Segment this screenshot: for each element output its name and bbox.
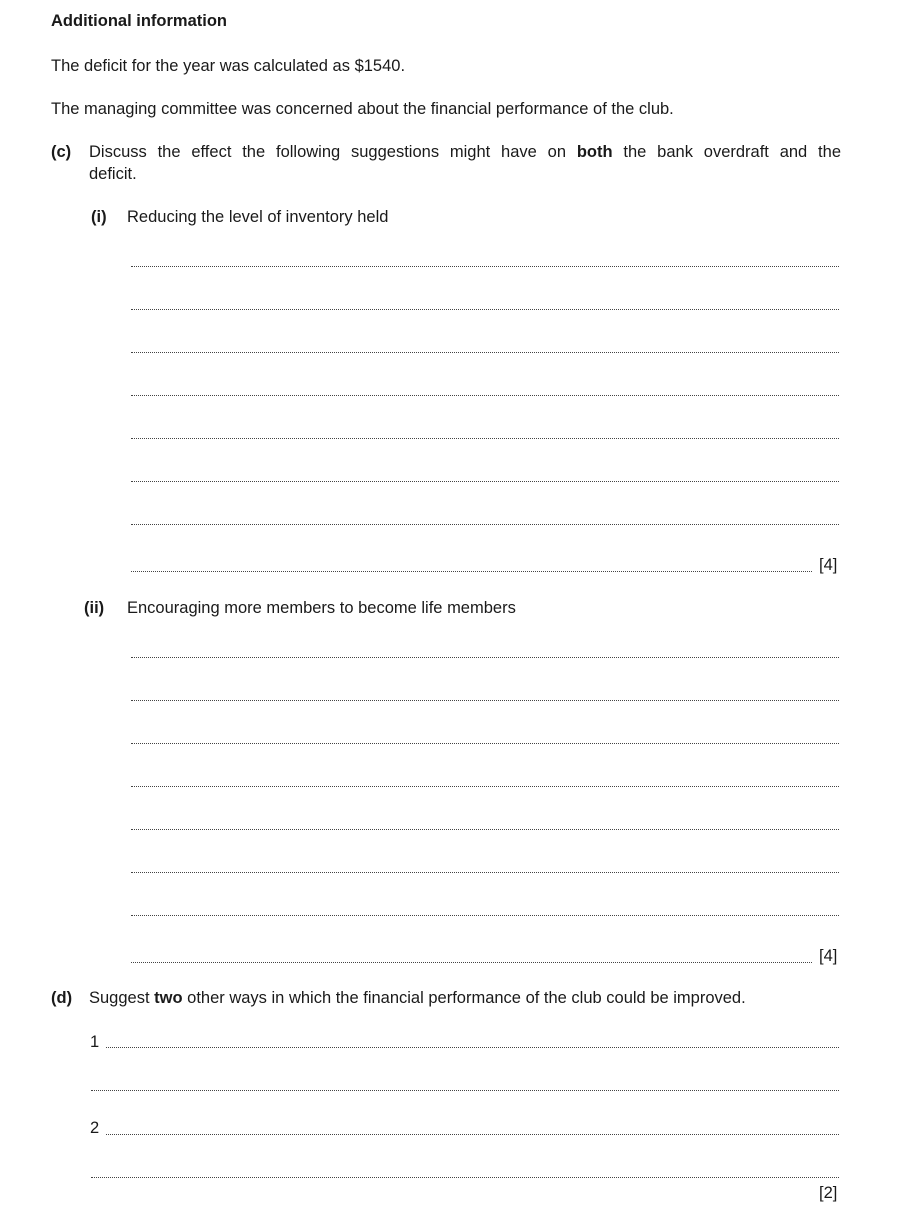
part-d-marks: [2]: [819, 1184, 838, 1202]
answer-line-d-1a[interactable]: [106, 1047, 839, 1048]
deficit-statement: The deficit for the year was calculated as $1540.: [51, 57, 406, 75]
answer-line-i-7[interactable]: [131, 524, 839, 525]
part-d-label: (d): [51, 989, 73, 1007]
answer-line-ii-4[interactable]: [131, 786, 839, 787]
sub-i-question: Reducing the level of inventory held: [127, 208, 389, 226]
section-heading: Additional information: [51, 12, 227, 30]
part-c-question-line2: deficit.: [89, 165, 137, 183]
part-c-question: Discuss the effect the following suggestions might have on both the bank overdraft and the: [89, 143, 841, 161]
answer-line-i-5[interactable]: [131, 438, 839, 439]
answer-line-d-2a[interactable]: [106, 1134, 839, 1135]
concern-statement: The managing committee was concerned about the financial performance of the club.: [51, 100, 674, 118]
answer-line-i-3[interactable]: [131, 352, 839, 353]
item-number-2: 2: [90, 1119, 100, 1137]
answer-line-ii-8[interactable]: [131, 962, 812, 963]
sub-ii-label: (ii): [84, 599, 105, 617]
answer-line-ii-3[interactable]: [131, 743, 839, 744]
answer-line-i-8[interactable]: [131, 571, 812, 572]
answer-line-i-6[interactable]: [131, 481, 839, 482]
part-d-question: Suggest two other ways in which the financial performance of the club could be improved.: [89, 989, 746, 1007]
part-c-label: (c): [51, 143, 72, 161]
answer-line-ii-7[interactable]: [131, 915, 839, 916]
answer-line-ii-1[interactable]: [131, 657, 839, 658]
answer-line-i-2[interactable]: [131, 309, 839, 310]
answer-line-ii-6[interactable]: [131, 872, 839, 873]
sub-ii-marks: [4]: [819, 947, 838, 965]
answer-line-i-1[interactable]: [131, 266, 839, 267]
sub-i-label: (i): [91, 208, 107, 226]
item-number-1: 1: [90, 1033, 100, 1051]
answer-line-d-2b[interactable]: [91, 1177, 839, 1178]
part-c-emphasis: both: [576, 143, 613, 161]
sub-i-marks: [4]: [819, 556, 838, 574]
answer-line-ii-5[interactable]: [131, 829, 839, 830]
answer-line-d-1b[interactable]: [91, 1090, 839, 1091]
part-d-emphasis: two: [154, 989, 183, 1007]
answer-line-i-4[interactable]: [131, 395, 839, 396]
answer-line-ii-2[interactable]: [131, 700, 839, 701]
sub-ii-question: Encouraging more members to become life members: [127, 599, 516, 617]
